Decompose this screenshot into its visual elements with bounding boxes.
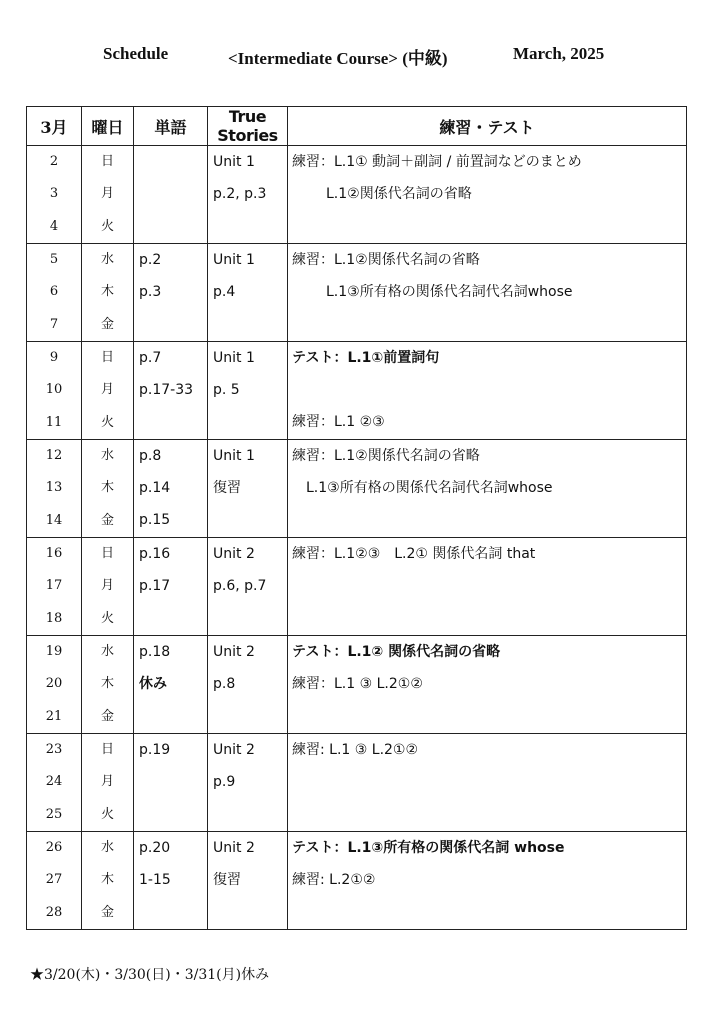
weekday-text: 金	[100, 513, 114, 528]
weekday-text: 日	[100, 350, 114, 365]
vocab-text: p.17-33	[139, 382, 194, 398]
weekday-text: 火	[100, 415, 114, 430]
weekday-cell	[82, 342, 134, 440]
table-row	[27, 636, 687, 734]
date-cell	[27, 734, 82, 832]
vocab-text: p.16	[139, 546, 171, 562]
true-stories-text	[208, 504, 287, 537]
table-row	[27, 146, 687, 244]
weekday-text: 金	[100, 905, 114, 920]
table-row	[27, 440, 687, 538]
true-stories-text: Unit 1	[213, 154, 255, 170]
table-row	[27, 342, 687, 440]
weekday-cell	[82, 440, 134, 538]
true-stories-text: p.4	[213, 284, 236, 300]
weekday-text: 月	[100, 578, 114, 593]
date-text: 5	[49, 252, 59, 267]
true-stories-text: 復習	[213, 480, 241, 496]
vocab-text	[134, 210, 207, 243]
vocab-cell	[134, 538, 208, 636]
date-text: 14	[45, 513, 63, 528]
practice-test-text	[288, 210, 686, 243]
week-block	[27, 146, 687, 244]
weekday-text: 水	[100, 644, 114, 659]
week-block	[27, 538, 687, 636]
vocab-text: p.14	[139, 480, 171, 496]
weekday-cell	[82, 734, 134, 832]
column-header-true-stories: True Stories	[208, 107, 288, 146]
true-stories-text: p.2, p.3	[213, 186, 267, 202]
practice-test-text: 練習：L.1 ③ L.2①②	[292, 676, 423, 692]
practice-test-text	[288, 896, 686, 929]
week-block	[27, 832, 687, 930]
vocab-text: p.7	[139, 350, 162, 366]
weekday-text: 金	[100, 709, 114, 724]
vocab-text: p.2	[139, 252, 162, 268]
vocab-text: 1-15	[139, 872, 171, 888]
date-text: 21	[45, 709, 63, 724]
practice-test-cell	[288, 244, 687, 342]
date-cell	[27, 538, 82, 636]
true-stories-cell	[208, 734, 288, 832]
practice-test-text: 練習: L.1 ③ L.2①②	[292, 742, 419, 758]
true-stories-text	[208, 406, 287, 439]
practice-test-text	[288, 308, 686, 341]
vocab-cell	[134, 734, 208, 832]
week-block	[27, 342, 687, 440]
vocab-text	[134, 766, 207, 798]
date-text: 13	[45, 480, 63, 495]
weekday-text: 月	[100, 774, 114, 789]
date-text: 11	[45, 415, 63, 430]
vocab-text: p.17	[139, 578, 171, 594]
date-text: 25	[45, 807, 63, 822]
table-row	[27, 734, 687, 832]
true-stories-text	[208, 896, 287, 929]
practice-test-text: テスト：L.1② 関係代名詞の省略	[292, 644, 501, 660]
vocab-text	[134, 178, 207, 210]
vocab-text	[134, 700, 207, 733]
date-text: 9	[49, 350, 59, 365]
practice-test-text	[288, 504, 686, 537]
practice-test-text: 練習：L.1① 動詞＋副詞 / 前置詞などのまとめ	[292, 154, 582, 170]
table-row	[27, 538, 687, 636]
vocab-text: p.20	[139, 840, 171, 856]
practice-test-text: 練習：L.1②関係代名詞の省略	[292, 252, 480, 268]
true-stories-cell	[208, 538, 288, 636]
weekday-cell	[82, 832, 134, 930]
vocab-cell	[134, 244, 208, 342]
true-stories-text: Unit 2	[213, 840, 255, 856]
true-stories-text: p.9	[213, 774, 236, 790]
true-stories-text: Unit 1	[213, 350, 255, 366]
practice-test-text: L.1②関係代名詞の省略	[326, 186, 472, 202]
true-stories-text: p.8	[213, 676, 236, 692]
date-text: 26	[45, 840, 63, 855]
true-stories-text	[208, 308, 287, 341]
true-stories-text	[208, 798, 287, 831]
date-cell	[27, 244, 82, 342]
true-stories-cell	[208, 244, 288, 342]
date-text: 12	[45, 448, 63, 463]
true-stories-text: Unit 2	[213, 644, 255, 660]
date-text: 23	[45, 742, 63, 757]
date-text: 3	[49, 186, 59, 201]
practice-test-cell	[288, 832, 687, 930]
weekday-text: 火	[100, 611, 114, 626]
vocab-text: p.3	[139, 284, 162, 300]
true-stories-cell	[208, 832, 288, 930]
weekday-text: 木	[100, 284, 114, 299]
true-stories-cell	[208, 440, 288, 538]
table-row	[27, 832, 687, 930]
column-header-practice-test: 練習・テスト	[288, 107, 687, 146]
vocab-text	[134, 308, 207, 341]
weekday-cell	[82, 244, 134, 342]
vocab-text	[134, 406, 207, 439]
weekday-text: 木	[100, 872, 114, 887]
practice-test-cell	[288, 734, 687, 832]
date-text: 16	[45, 546, 63, 561]
practice-test-cell	[288, 440, 687, 538]
practice-test-cell	[288, 146, 687, 244]
column-header-date: 3月	[27, 107, 82, 146]
vocab-text: 休み	[139, 676, 167, 692]
weekday-text: 日	[100, 742, 114, 757]
date-text: 4	[49, 219, 59, 234]
true-stories-text: p.6, p.7	[213, 578, 267, 594]
practice-test-text: L.1③所有格の関係代名詞代名詞whose	[306, 480, 553, 496]
vocab-text: p.19	[139, 742, 171, 758]
practice-test-text	[288, 700, 686, 733]
vocab-text: p.15	[139, 512, 171, 528]
week-block	[27, 244, 687, 342]
practice-test-text	[288, 766, 686, 798]
true-stories-text	[208, 210, 287, 243]
weekday-text: 月	[100, 382, 114, 397]
weekday-text: 水	[100, 252, 114, 267]
date-text: 20	[45, 676, 63, 691]
table-header-row	[27, 107, 687, 146]
vocab-cell	[134, 342, 208, 440]
weekday-text: 木	[100, 676, 114, 691]
date-text: 18	[45, 611, 63, 626]
date-text: 19	[45, 644, 63, 659]
vocab-cell	[134, 636, 208, 734]
vocab-text	[134, 896, 207, 929]
weekday-text: 木	[100, 480, 114, 495]
weekday-cell	[82, 146, 134, 244]
true-stories-text: Unit 2	[213, 546, 255, 562]
weekday-text: 金	[100, 317, 114, 332]
true-stories-text	[208, 602, 287, 635]
practice-test-text: 練習: L.2①②	[292, 872, 376, 888]
vocab-text	[134, 602, 207, 635]
date-cell	[27, 440, 82, 538]
course-name: <Intermediate Course> (中級)	[228, 49, 448, 68]
table-row	[27, 244, 687, 342]
date-text: 7	[49, 317, 59, 332]
date-text: 6	[49, 284, 59, 299]
date-text: 10	[45, 382, 63, 397]
vocab-cell	[134, 832, 208, 930]
date-cell	[27, 832, 82, 930]
date-cell	[27, 342, 82, 440]
weekday-cell	[82, 636, 134, 734]
schedule-table	[26, 106, 687, 930]
column-header-weekday: 曜日	[82, 107, 134, 146]
practice-test-text	[288, 570, 686, 602]
true-stories-text	[208, 700, 287, 733]
true-stories-text: p. 5	[213, 382, 240, 398]
vocab-cell	[134, 146, 208, 244]
practice-test-cell	[288, 636, 687, 734]
vocab-cell	[134, 440, 208, 538]
practice-test-text	[288, 798, 686, 831]
week-block	[27, 636, 687, 734]
weekday-text: 日	[100, 154, 114, 169]
practice-test-cell	[288, 342, 687, 440]
date-cell	[27, 146, 82, 244]
date-cell	[27, 636, 82, 734]
true-stories-cell	[208, 342, 288, 440]
page-title: Schedule	[103, 44, 169, 63]
weekday-text: 日	[100, 546, 114, 561]
practice-test-text: テスト：L.1③所有格の関係代名詞 whose	[292, 840, 565, 856]
practice-test-text: 練習：L.1 ②③	[292, 414, 385, 430]
page-header	[0, 44, 720, 70]
date-text: 2	[49, 154, 59, 169]
vocab-text: p.18	[139, 644, 171, 660]
practice-test-text: テスト：L.1①前置詞句	[292, 350, 440, 366]
weekday-text: 月	[100, 186, 114, 201]
date-text: 24	[45, 774, 63, 789]
date-text: 28	[45, 905, 63, 920]
practice-test-cell	[288, 538, 687, 636]
practice-test-text: L.1③所有格の関係代名詞代名詞whose	[326, 284, 573, 300]
true-stories-text: Unit 1	[213, 448, 255, 464]
weekday-text: 水	[100, 448, 114, 463]
practice-test-text: 練習：L.1②③ L.2① 関係代名詞 that	[292, 546, 536, 562]
date-text: 27	[45, 872, 63, 887]
weekday-cell	[82, 538, 134, 636]
weekday-text: 火	[100, 807, 114, 822]
weekday-text: 水	[100, 840, 114, 855]
month-label: March, 2025	[513, 44, 605, 63]
practice-test-text: 練習：L.1②関係代名詞の省略	[292, 448, 480, 464]
weekday-text: 火	[100, 219, 114, 234]
true-stories-cell	[208, 146, 288, 244]
practice-test-text	[288, 374, 686, 406]
true-stories-text: 復習	[213, 872, 241, 888]
practice-test-text	[288, 602, 686, 635]
true-stories-cell	[208, 636, 288, 734]
vocab-text	[134, 146, 207, 178]
date-text: 17	[45, 578, 63, 593]
vocab-text	[134, 798, 207, 831]
holiday-note: ★3/20(木)・3/30(日)・3/31(月)休み	[30, 967, 270, 983]
vocab-text: p.8	[139, 448, 162, 464]
column-header-vocab: 単語	[134, 107, 208, 146]
week-block	[27, 734, 687, 832]
true-stories-text: Unit 2	[213, 742, 255, 758]
true-stories-text: Unit 1	[213, 252, 255, 268]
week-block	[27, 440, 687, 538]
